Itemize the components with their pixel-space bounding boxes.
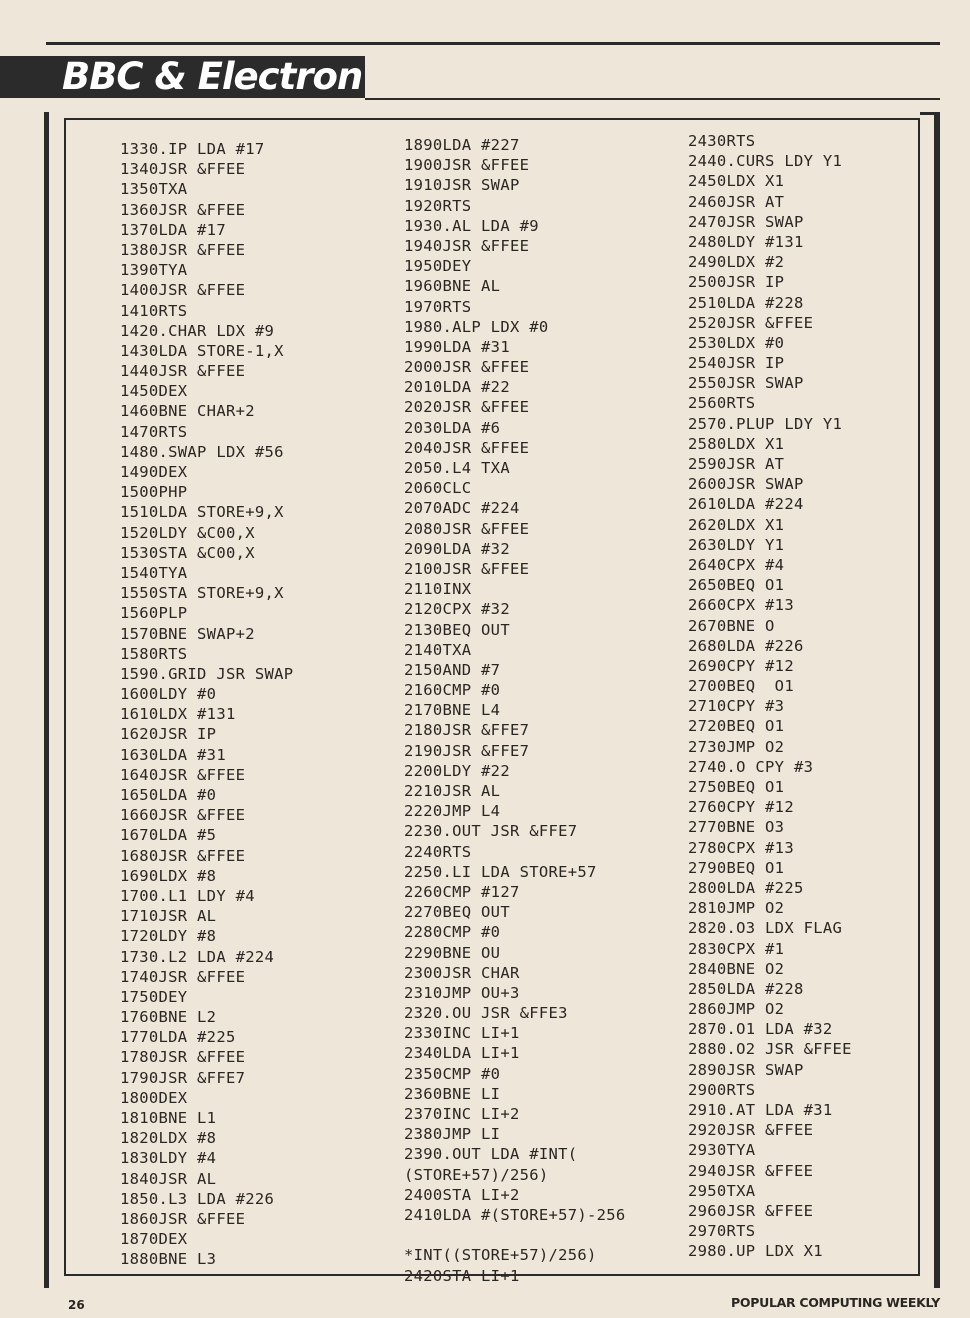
code-line: 1810BNE L1	[120, 1109, 217, 1127]
code-line: 1870DEX	[120, 1230, 188, 1249]
code-line: 1730.L2 LDA #224	[120, 947, 275, 966]
code-line: 2810JMP O2	[688, 899, 785, 918]
code-line: 2050.L4 TXA	[404, 459, 510, 477]
code-line: 1660JSR &FFEE	[120, 806, 246, 825]
code-line: 2440.CURS LDY Y1	[688, 152, 843, 171]
code-line: 2700BEQ O1	[688, 677, 794, 696]
code-line: 2590JSR AT	[688, 455, 785, 473]
code-line: 2680LDA #226	[688, 636, 804, 655]
code-line: 2540JSR IP	[688, 354, 785, 373]
code-line: 1970RTS	[404, 297, 472, 316]
code-line: 2910.AT LDA #31	[688, 1101, 833, 1119]
code-line: 1850.L3 LDA #226	[120, 1189, 275, 1208]
code-line: 1910JSR SWAP	[404, 176, 520, 195]
code-line: 2630LDY Y1	[688, 535, 785, 554]
code-line: 2620LDX X1	[688, 515, 785, 534]
code-line: 2900RTS	[688, 1080, 756, 1099]
code-line: 1610LDX #131	[120, 705, 236, 724]
code-line: 1680JSR &FFEE	[120, 846, 246, 865]
code-line: 1460BNE CHAR+2	[120, 402, 255, 421]
code-line: 2380JMP LI	[404, 1125, 501, 1144]
code-line: 2970RTS	[688, 1222, 756, 1241]
code-line: 2100JSR &FFEE	[404, 559, 530, 578]
code-line: 2600JSR SWAP	[688, 475, 804, 494]
code-line: 1570BNE SWAP+2	[120, 624, 255, 643]
code-line: 1640JSR &FFEE	[120, 765, 246, 784]
code-line: 2140TXA	[404, 640, 472, 659]
code-line: 1740JSR &FFEE	[120, 967, 246, 986]
code-line: 1890LDA #227	[404, 136, 520, 154]
code-line: 2280CMP #0	[404, 923, 501, 942]
code-line: 1650LDA #0	[120, 786, 217, 804]
frame-right-bar	[934, 112, 940, 1288]
code-line: 2190JSR &FFE7	[404, 741, 530, 760]
code-line: 1930.AL LDA #9	[404, 216, 539, 235]
code-line: 1580RTS	[120, 644, 188, 663]
code-line: 2160CMP #0	[404, 681, 501, 700]
code-line: 1880BNE L3	[120, 1250, 217, 1269]
code-line: 2130BEQ OUT	[404, 620, 510, 639]
code-line: 2020JSR &FFEE	[404, 398, 530, 417]
code-line: 2760CPY #12	[688, 798, 794, 817]
code-line: 1340JSR &FFEE	[120, 160, 246, 179]
code-line: 2840BNE O2	[688, 959, 785, 978]
code-line: 2520JSR &FFEE	[688, 313, 814, 332]
code-line: 2870.O1 LDA #32	[688, 1020, 833, 1039]
code-line: *INT((STORE+57)/256)	[404, 1246, 597, 1265]
code-line: 2500JSR IP	[688, 273, 785, 292]
code-line: 2750BEQ O1	[688, 778, 785, 796]
banner-rule	[365, 98, 940, 100]
code-line: 2740.O CPY #3	[688, 757, 814, 776]
code-line: 1420.CHAR LDX #9	[120, 321, 275, 340]
code-line: 2550JSR SWAP	[688, 374, 804, 393]
code-line: 2200LDY #22	[404, 761, 510, 780]
code-line: 1330.IP LDA #17	[120, 140, 265, 158]
code-line: 1550STA STORE+9,X	[120, 584, 284, 603]
code-line: 1750DEY	[120, 987, 188, 1006]
code-line: 2820.O3 LDX FLAG	[688, 919, 843, 938]
code-line: 2350CMP #0	[404, 1064, 501, 1083]
code-line: 2890JSR SWAP	[688, 1060, 804, 1079]
code-line: 1720LDY #8	[120, 927, 217, 946]
code-line: 2930TYA	[688, 1141, 756, 1160]
code-line: 1400JSR &FFEE	[120, 281, 246, 300]
code-line: 2450LDX X1	[688, 172, 785, 191]
code-line: 1950DEY	[404, 257, 472, 276]
code-line: 1490DEX	[120, 463, 188, 481]
code-line: 2490LDX #2	[688, 253, 785, 272]
code-line: 2030LDA #6	[404, 418, 501, 437]
code-line: 2310JMP OU+3	[404, 983, 520, 1002]
code-line: 2010LDA #22	[404, 378, 510, 397]
code-line: 1980.ALP LDX #0	[404, 317, 549, 336]
code-line: 2940JSR &FFEE	[688, 1161, 814, 1180]
code-line: 2830CPX #1	[688, 939, 785, 958]
code-line: 1410RTS	[120, 301, 188, 320]
code-line: 1760BNE L2	[120, 1008, 217, 1027]
code-line: 1430LDA STORE-1,X	[120, 341, 284, 360]
program-listing	[64, 118, 920, 1285]
code-line: 2290BNE OU	[404, 943, 501, 962]
code-line: 1530STA &C00,X	[120, 543, 255, 562]
code-line: 1560PLP	[120, 604, 188, 623]
code-line: 2920JSR &FFEE	[688, 1121, 814, 1140]
code-line: 2530LDX #0	[688, 333, 785, 352]
code-line: 1790JSR &FFE7	[120, 1068, 246, 1087]
code-line: 1360JSR &FFEE	[120, 200, 246, 219]
code-line: (STORE+57)/256)	[404, 1165, 549, 1184]
code-line: 2560RTS	[688, 394, 756, 413]
code-line: 2120CPX #32	[404, 600, 510, 619]
code-line: 1800DEX	[120, 1088, 188, 1107]
code-line: 2040JSR &FFEE	[404, 438, 530, 457]
code-line: 2210JSR AL	[404, 782, 501, 800]
code-line: 1860JSR &FFEE	[120, 1209, 246, 1228]
code-line: 2690CPY #12	[688, 656, 794, 675]
code-line: 2330INC LI+1	[404, 1024, 520, 1043]
code-line: 1440JSR &FFEE	[120, 362, 246, 381]
listing-column-3	[688, 131, 852, 1262]
code-line: 2950TXA	[688, 1181, 756, 1200]
code-line: 2430RTS	[688, 132, 756, 150]
code-line: 1600LDY #0	[120, 685, 217, 704]
code-line: 2420STA LI+1	[404, 1266, 520, 1285]
code-line: 2640CPX #4	[688, 555, 785, 574]
code-line: 2610LDA #224	[688, 495, 804, 514]
code-line: 2720BEQ O1	[688, 717, 785, 736]
code-line: 2000JSR &FFEE	[404, 358, 530, 377]
code-line: 2510LDA #228	[688, 293, 804, 312]
code-line: 2460JSR AT	[688, 192, 785, 211]
code-line: 1520LDY &C00,X	[120, 523, 255, 542]
code-line: 2150AND #7	[404, 660, 501, 679]
code-line: 2110INX	[404, 580, 472, 599]
section-banner: BBC & Electron	[0, 56, 365, 98]
code-line: 2360BNE LI	[404, 1084, 501, 1103]
code-line: 1960BNE AL	[404, 277, 501, 296]
code-line: 1500PHP	[120, 483, 188, 502]
code-line: 1710JSR AL	[120, 907, 217, 926]
code-line: 2710CPY #3	[688, 697, 785, 716]
code-line: 1480.SWAP LDX #56	[120, 442, 284, 461]
code-line: 2340LDA LI+1	[404, 1044, 520, 1063]
code-line: 1820LDX #8	[120, 1129, 217, 1148]
code-line: 1390TYA	[120, 261, 188, 280]
code-line: 2300JSR CHAR	[404, 963, 520, 982]
code-line: 2570.PLUP LDY Y1	[688, 414, 843, 433]
listing-column-2	[404, 135, 626, 1286]
code-line: 2860JMP O2	[688, 1000, 785, 1019]
code-line: 2730JMP O2	[688, 737, 785, 756]
publication-title: POPULAR COMPUTING WEEKLY	[731, 1295, 940, 1310]
code-line: 2250.LI LDA STORE+57	[404, 862, 597, 881]
code-line: 2790BEQ O1	[688, 858, 785, 877]
code-line: 1780JSR &FFEE	[120, 1048, 246, 1067]
code-line: 2060CLC	[404, 479, 472, 498]
code-line: 1690LDX #8	[120, 866, 217, 885]
page-number: 26	[68, 1298, 85, 1312]
code-line: 1900JSR &FFEE	[404, 156, 530, 175]
code-line: 1350TXA	[120, 180, 188, 199]
listing-column-1	[120, 139, 293, 1270]
code-line: 2080JSR &FFEE	[404, 519, 530, 538]
code-line: 1990LDA #31	[404, 337, 510, 356]
code-line: 2220JMP L4	[404, 802, 501, 821]
code-line	[404, 1225, 626, 1245]
code-line: 2270BEQ OUT	[404, 903, 510, 922]
code-line: 1380JSR &FFEE	[120, 240, 246, 259]
code-line: 1470RTS	[120, 422, 188, 441]
code-line: 2320.OU JSR &FFE3	[404, 1004, 568, 1023]
code-line: 2670BNE O	[688, 616, 775, 635]
code-line: 1510LDA STORE+9,X	[120, 503, 284, 522]
code-line: 2230.OUT JSR &FFE7	[404, 822, 578, 841]
code-line: 2180JSR &FFE7	[404, 721, 530, 740]
code-line: 2070ADC #224	[404, 499, 520, 518]
code-line: 1700.L1 LDY #4	[120, 886, 255, 905]
code-line: 2770BNE O3	[688, 818, 785, 837]
code-line: 2850LDA #228	[688, 979, 804, 998]
code-line: 2780CPX #13	[688, 838, 794, 857]
code-line: 2960JSR &FFEE	[688, 1201, 814, 1220]
code-line: 2390.OUT LDA #INT(	[404, 1145, 578, 1164]
code-line: 1590.GRID JSR SWAP	[120, 664, 294, 683]
code-line: 2660CPX #13	[688, 596, 794, 615]
frame-left-bar	[44, 112, 49, 1288]
code-line: 1770LDA #225	[120, 1028, 236, 1047]
code-line: 2880.O2 JSR &FFEE	[688, 1040, 852, 1059]
code-line: 1540TYA	[120, 563, 188, 582]
code-line: 2170BNE L4	[404, 701, 501, 720]
code-line: 1620JSR IP	[120, 725, 217, 744]
code-line: 2370INC LI+2	[404, 1105, 520, 1123]
code-line: 1840JSR AL	[120, 1169, 217, 1188]
code-line: 2580LDX X1	[688, 434, 785, 453]
code-line: 2090LDA #32	[404, 539, 510, 558]
code-line: 2980.UP LDX X1	[688, 1242, 823, 1261]
code-line: 2470JSR SWAP	[688, 212, 804, 231]
code-line: 1670LDA #5	[120, 826, 217, 845]
code-line: 2400STA LI+2	[404, 1185, 520, 1204]
code-line: 1940JSR &FFEE	[404, 236, 530, 255]
code-line: 2240RTS	[404, 842, 472, 861]
code-line: 1920RTS	[404, 196, 472, 215]
code-line: 2480LDY #131	[688, 232, 804, 251]
code-line: 1450DEX	[120, 382, 188, 401]
code-line: 1630LDA #31	[120, 745, 226, 764]
code-line: 1370LDA #17	[120, 220, 226, 239]
code-line: 2650BEQ O1	[688, 576, 785, 595]
top-rule	[46, 42, 940, 45]
code-line: 2260CMP #127	[404, 882, 520, 901]
code-line: 2410LDA #(STORE+57)-256	[404, 1205, 626, 1224]
code-line: 1830LDY #4	[120, 1149, 217, 1168]
code-line: 2800LDA #225	[688, 878, 804, 897]
